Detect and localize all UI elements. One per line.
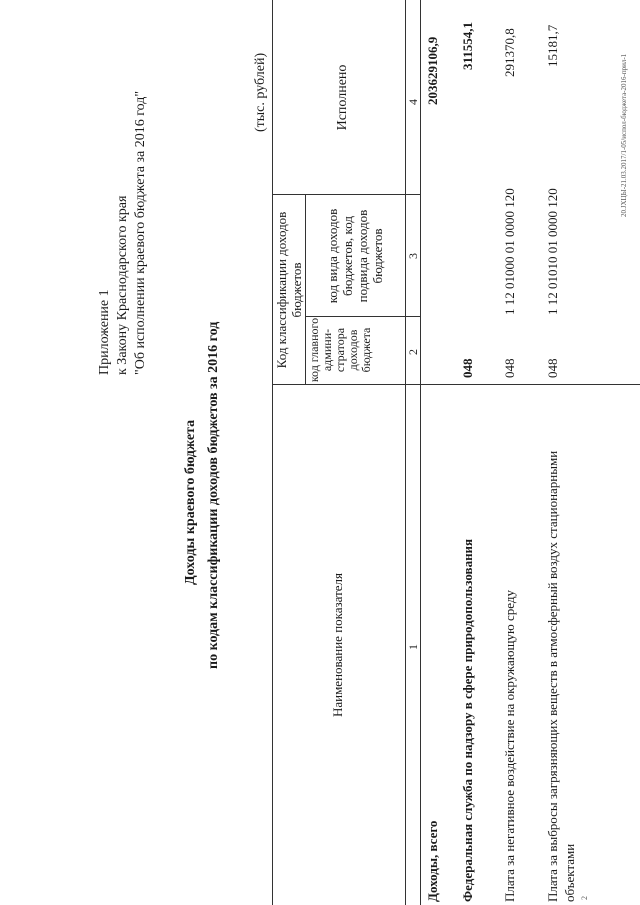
table-top-border bbox=[272, 0, 273, 905]
units-label: (тыс. рублей) bbox=[253, 52, 268, 132]
page-number: 2 bbox=[580, 896, 589, 900]
table-row-value: 291370,8 bbox=[502, 28, 517, 77]
table-row-code: 1 12 01000 01 0000 120 bbox=[502, 188, 517, 315]
table-row-value: 311554,1 bbox=[460, 21, 475, 70]
appendix-line-1: Приложение 1 bbox=[97, 289, 112, 375]
header-income-code: код вида доходов бюджетов, код подвида доходов бюджетов bbox=[325, 208, 385, 304]
table-row-name: Федеральная служба по надзору в сфере природопользования bbox=[460, 538, 475, 902]
header-number-divider bbox=[405, 0, 406, 905]
header-subdivider bbox=[305, 195, 306, 385]
column-number-3: 3 bbox=[406, 253, 420, 259]
column-number-1: 1 bbox=[406, 644, 420, 650]
document-title: Доходы краевого бюджета bbox=[183, 419, 198, 585]
column-number-2: 2 bbox=[406, 349, 420, 355]
table-row-name: Плата за негативное воздействие на окружающую среду bbox=[502, 590, 517, 902]
header-name: Наименование показателя bbox=[330, 572, 345, 718]
table-row-name: Доходы, всего bbox=[425, 820, 440, 902]
table-row-value: 203629106,9 bbox=[425, 36, 440, 105]
column-number-4: 4 bbox=[406, 99, 420, 105]
header-executed: Исполнено bbox=[335, 64, 350, 131]
column-divider-1 bbox=[272, 384, 640, 385]
table-row-admin: 048 bbox=[502, 358, 517, 378]
appendix-line-3: "Об исполнении краевого бюджета за 2016 год" bbox=[133, 90, 148, 375]
document-subtitle: по кодам классификации доходов бюджетов за 2016 год bbox=[206, 321, 221, 669]
document-code: 20.JXЦЫ-21.03.2017/1-05/испол-бюджета-2016-прил-1 bbox=[620, 53, 628, 217]
header-bottom-border bbox=[420, 0, 421, 905]
table-row-admin: 048 bbox=[460, 358, 475, 378]
table-row-code: 1 12 01010 01 0000 120 bbox=[545, 188, 560, 315]
table-row-admin: 048 bbox=[545, 358, 560, 378]
header-admin-code: код главного админи-стратора доходов бюджета bbox=[307, 317, 373, 383]
appendix-line-2: к Закону Краснодарского края bbox=[115, 195, 130, 375]
table-row-value: 15181,7 bbox=[545, 24, 560, 67]
table-row-name: Плата за выбросы загрязняющих веществ в атмосферный воздух стационарными объектами bbox=[545, 450, 577, 902]
header-classification-group: Код классификации доходов бюджетов bbox=[274, 211, 304, 369]
